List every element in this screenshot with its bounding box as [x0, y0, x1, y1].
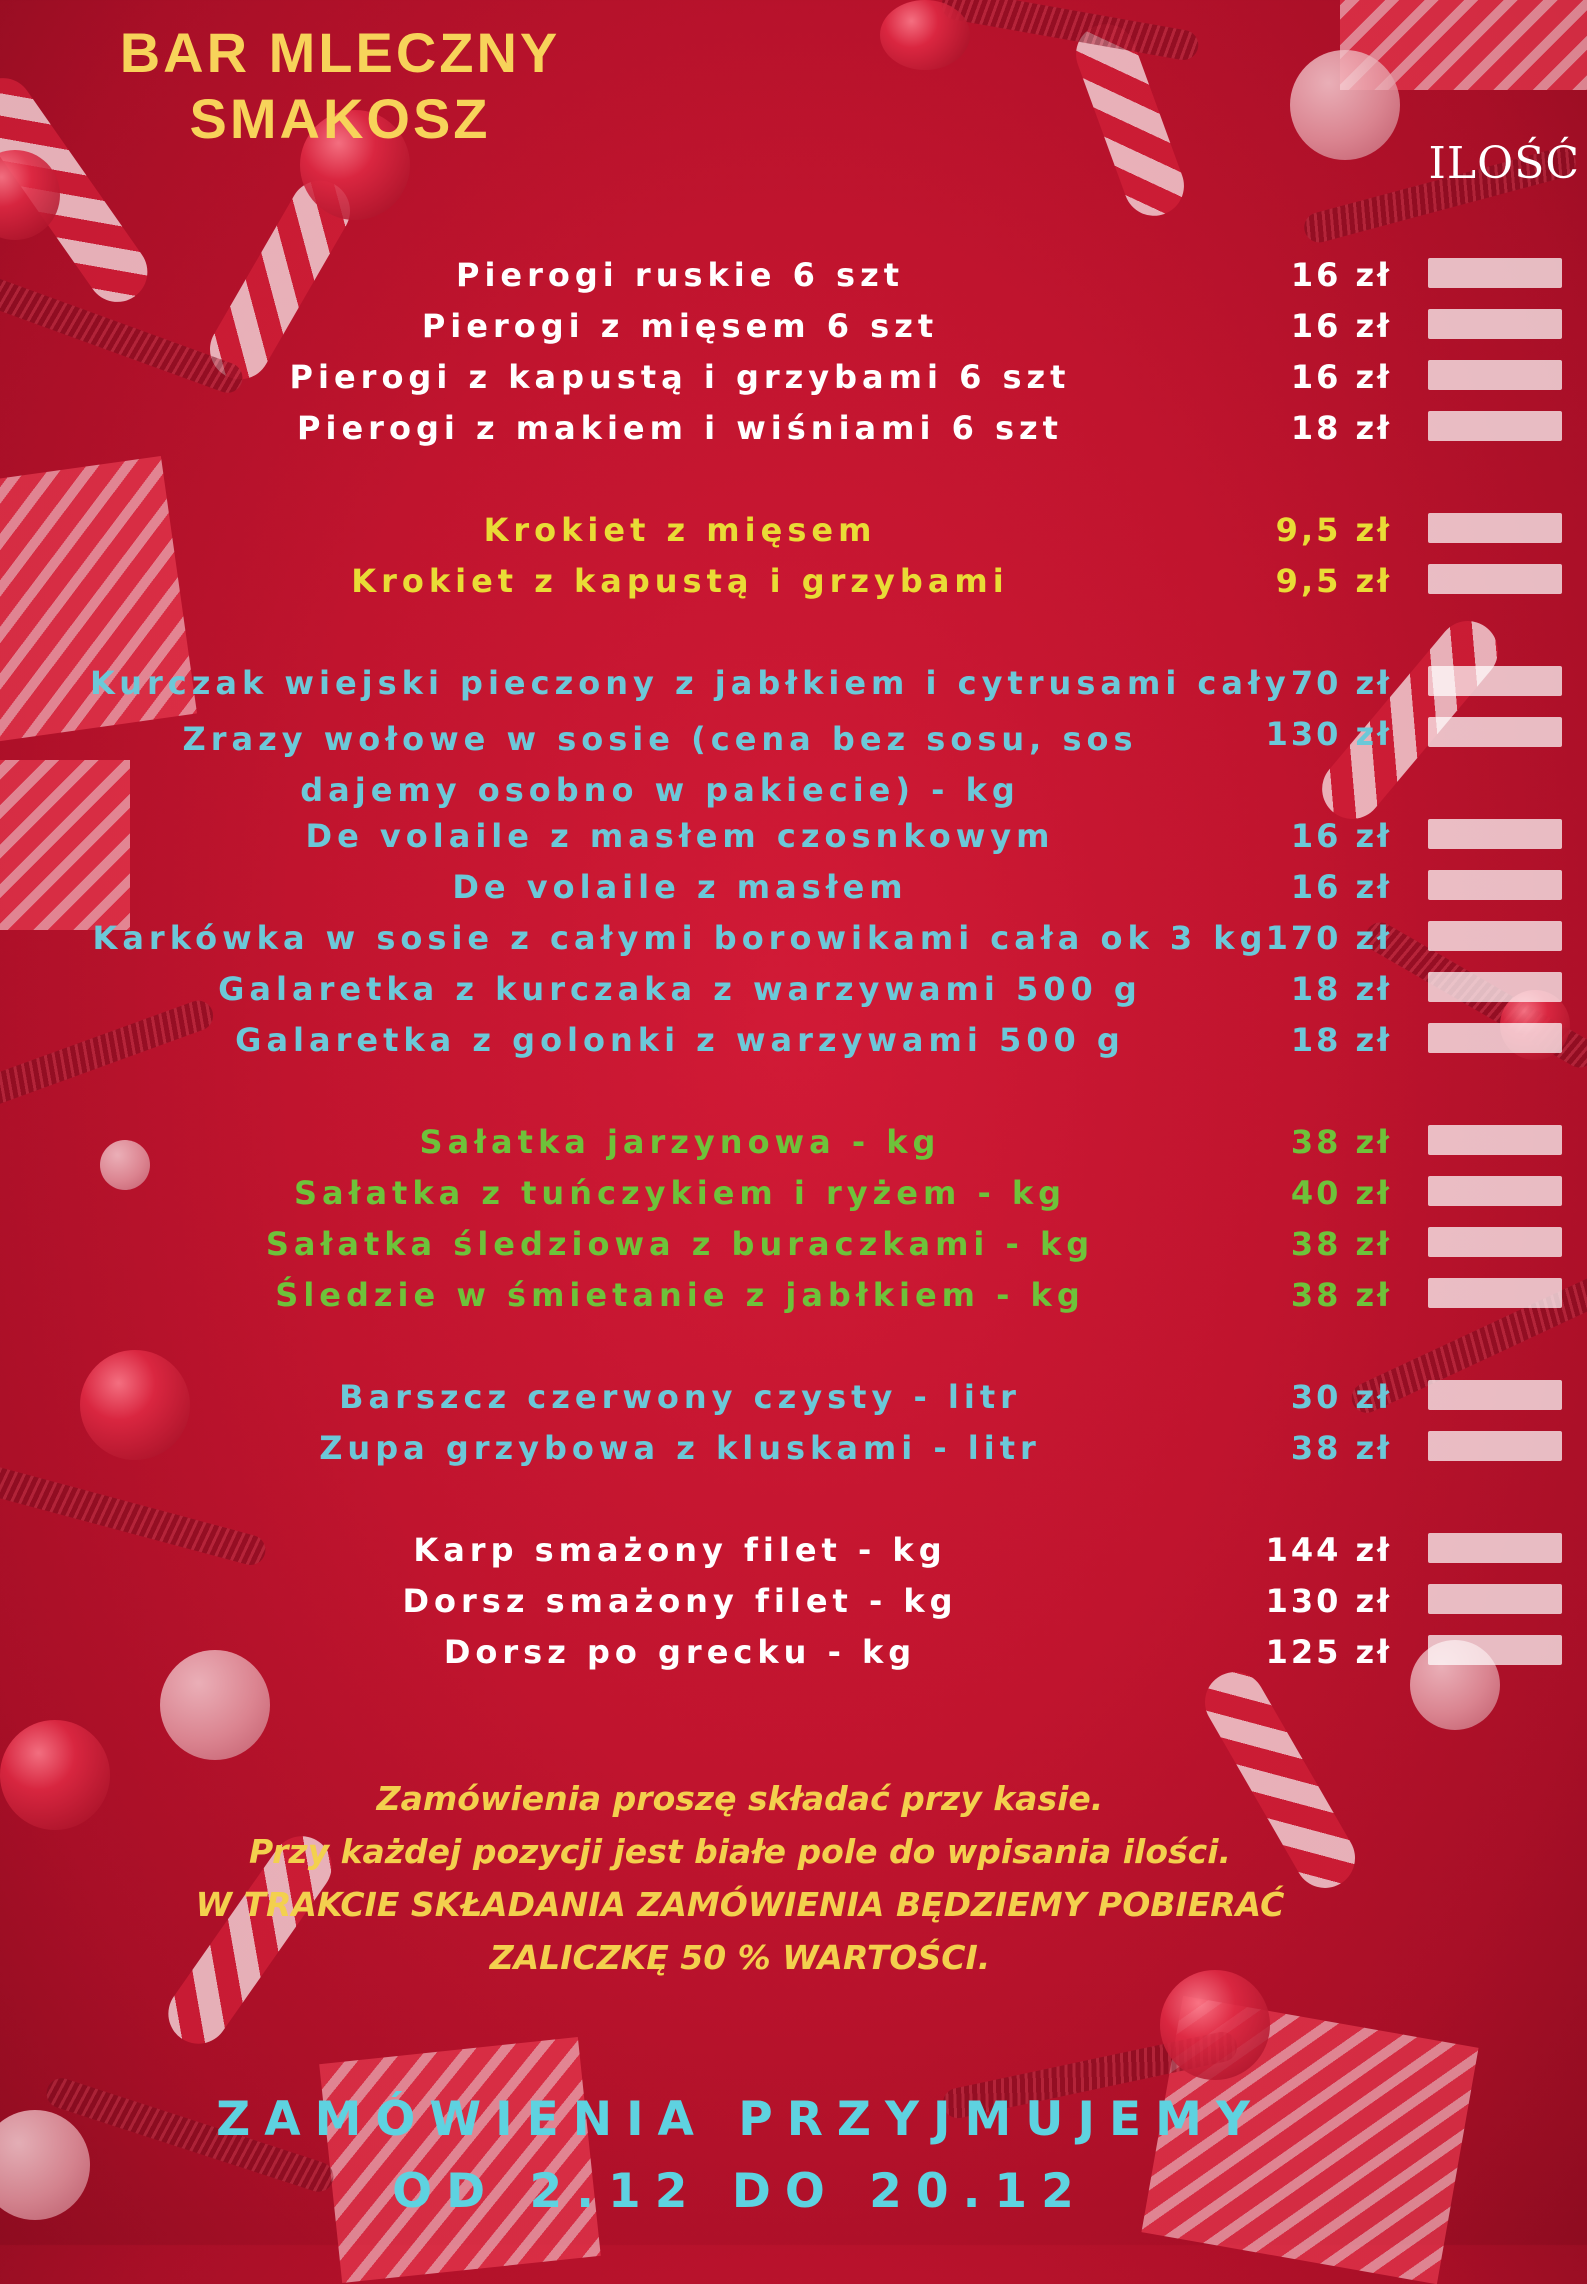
menu-item-price: 144 zł: [1265, 1531, 1392, 1569]
quantity-input-box[interactable]: [1428, 1533, 1562, 1563]
menu-item-name: Kurczak wiejski pieczony z jabłkiem i cytrusami cały: [90, 664, 1291, 702]
menu-item-price: 18 zł: [1290, 1021, 1392, 1059]
quantity-input-box[interactable]: [1428, 1584, 1562, 1614]
menu-item-name: Pierogi z mięsem 6 szt: [421, 307, 939, 345]
menu-item-name: Karp smażony filet - kg: [413, 1531, 947, 1569]
menu-item-name: Zrazy wołowe w sosie (cena bez sosu, sos dajemy osobno w pakiecie) - kg: [182, 720, 1138, 809]
menu-item-price: 38 zł: [1290, 1225, 1392, 1263]
quantity-input-box[interactable]: [1428, 1227, 1562, 1257]
menu-item-name: Zupa grzybowa z kluskami - litr: [319, 1429, 1041, 1467]
quantity-input-box[interactable]: [1428, 258, 1562, 288]
menu-item-name: Sałatka śledziowa z buraczkami - kg: [265, 1225, 1095, 1263]
order-note-line: ZALICZKĘ 50 % WARTOŚCI.: [489, 1938, 991, 1977]
menu-item-name: Dorsz smażony filet - kg: [402, 1582, 958, 1620]
menu-item-name: Śledzie w śmietanie z jabłkiem - kg: [275, 1276, 1085, 1314]
quantity-input-box[interactable]: [1428, 870, 1562, 900]
menu-item-name: Pierogi z makiem i wiśniami 6 szt: [297, 409, 1063, 447]
menu-item-price: 16 zł: [1290, 307, 1392, 345]
menu-item-price: 16 zł: [1290, 868, 1392, 906]
quantity-input-box[interactable]: [1428, 1635, 1562, 1665]
menu-item-price: 9,5 zł: [1275, 511, 1392, 549]
menu-item-name: Galaretka z kurczaka z warzywami 500 g: [218, 970, 1142, 1008]
quantity-input-box[interactable]: [1428, 666, 1562, 696]
quantity-input-box[interactable]: [1428, 1176, 1562, 1206]
menu-item-price: 38 zł: [1290, 1429, 1392, 1467]
restaurant-title-line2: SMAKOSZ: [189, 87, 491, 150]
menu-item-name: Pierogi ruskie 6 szt: [456, 256, 904, 294]
menu-item-name: Dorsz po grecku - kg: [443, 1633, 917, 1671]
menu-item-name: Barszcz czerwony czysty - litr: [339, 1378, 1021, 1416]
menu-item-price: 38 zł: [1290, 1276, 1392, 1314]
order-note-line: W TRAKCIE SKŁADANIA ZAMÓWIENIA BĘDZIEMY POBIERAĆ: [195, 1885, 1285, 1924]
menu-item-name: Sałatka jarzynowa - kg: [419, 1123, 941, 1161]
order-note-line: Przy każdej pozycji jest białe pole do wpisania ilości.: [248, 1832, 1232, 1871]
restaurant-title: [60, 20, 620, 152]
menu-item-price: 130 zł: [1265, 1582, 1392, 1620]
menu-item-name: Karkówka w sosie z całymi borowikami cała ok 3 kg: [92, 919, 1268, 957]
quantity-input-box[interactable]: [1428, 309, 1562, 339]
menu-item-price: 125 zł: [1265, 1633, 1392, 1671]
menu-item-price: 130 zł: [1265, 715, 1392, 753]
quantity-input-box[interactable]: [1428, 564, 1562, 594]
quantity-input-box[interactable]: [1428, 411, 1562, 441]
menu-item-price: 170 zł: [1265, 919, 1392, 957]
quantity-input-box[interactable]: [1428, 1125, 1562, 1155]
menu-item-name: Sałatka z tuńczykiem i ryżem - kg: [293, 1174, 1067, 1212]
menu-item-price: 18 zł: [1290, 970, 1392, 1008]
menu-item-name: De volaile z masłem: [452, 868, 908, 906]
menu-item-name: Pierogi z kapustą i grzybami 6 szt: [289, 358, 1071, 396]
quantity-input-box[interactable]: [1428, 972, 1562, 1002]
menu-item-name: Galaretka z golonki z warzywami 500 g: [235, 1021, 1125, 1059]
quantity-column-header: ILOŚĆ: [1428, 138, 1580, 189]
quantity-input-box[interactable]: [1428, 1431, 1562, 1461]
quantity-input-box[interactable]: [1428, 921, 1562, 951]
menu-item-name: Krokiet z mięsem: [483, 511, 877, 549]
menu-item-price: 30 zł: [1290, 1378, 1392, 1416]
menu-item-price: 18 zł: [1290, 409, 1392, 447]
menu-item-price: 16 zł: [1290, 817, 1392, 855]
menu-item-price: 70 zł: [1290, 664, 1392, 702]
order-note-line: Zamówienia proszę składać przy kasie.: [376, 1779, 1104, 1818]
menu-item-price: 9,5 zł: [1275, 562, 1392, 600]
quantity-input-box[interactable]: [1428, 360, 1562, 390]
footer-line1: ZAMÓWIENIA PRZYJMUJEMY: [216, 2092, 1264, 2147]
quantity-input-box[interactable]: [1428, 1278, 1562, 1308]
quantity-input-box[interactable]: [1428, 819, 1562, 849]
restaurant-title-line1: BAR MLECZNY: [119, 21, 561, 84]
menu-item-price: 40 zł: [1290, 1174, 1392, 1212]
quantity-input-box[interactable]: [1428, 1380, 1562, 1410]
quantity-input-box[interactable]: [1428, 1023, 1562, 1053]
menu-item-name: Krokiet z kapustą i grzybami: [351, 562, 1009, 600]
footer-line2: OD 2.12 DO 20.12: [392, 2164, 1088, 2219]
menu-item-name: De volaile z masłem czosnkowym: [305, 817, 1055, 855]
menu-item-price: 38 zł: [1290, 1123, 1392, 1161]
menu-item-price: 16 zł: [1290, 358, 1392, 396]
quantity-input-box[interactable]: [1428, 513, 1562, 543]
menu-item-price: 16 zł: [1290, 256, 1392, 294]
quantity-input-box[interactable]: [1428, 717, 1562, 747]
